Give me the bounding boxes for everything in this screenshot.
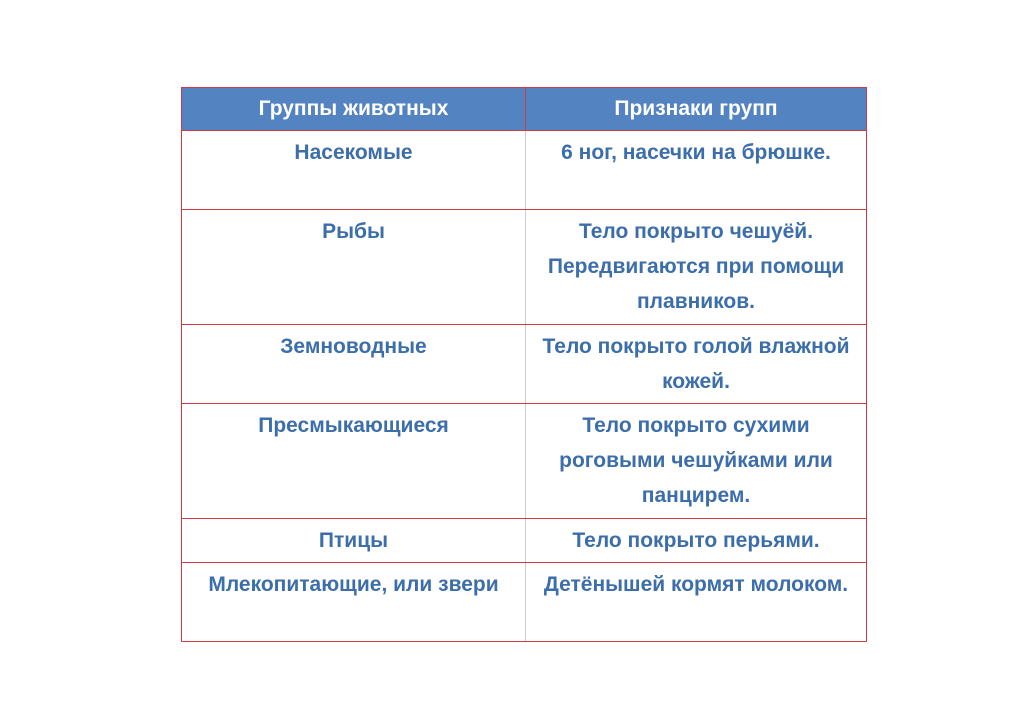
table-row-fish: [182, 210, 867, 325]
header-animal-groups: Группы животных: [182, 88, 526, 131]
table-row-birds: [182, 519, 867, 563]
group-traits-cell: Тело покрыто перьями.: [526, 519, 867, 563]
group-name-cell: Земноводные: [182, 325, 526, 404]
group-traits-cell: Тело покрыто чешуёй. Передвигаются при помощи плавников.: [526, 210, 867, 325]
header-group-traits: Признаки групп: [526, 88, 867, 131]
group-name-cell: Насекомые: [182, 131, 526, 210]
table-row-amphibians: [182, 325, 867, 404]
group-name-cell: Рыбы: [182, 210, 526, 325]
group-name-cell: Птицы: [182, 519, 526, 563]
table-row-insects: [182, 131, 867, 210]
table-row-reptiles: [182, 404, 867, 519]
table-header-row: [182, 88, 867, 131]
group-traits-cell: Тело покрыто сухими роговыми чешуйками или панцирем.: [526, 404, 867, 519]
group-traits-cell: 6 ног, насечки на брюшке.: [526, 131, 867, 210]
animal-groups-table: [181, 87, 867, 642]
table-row-mammals: [182, 563, 867, 642]
group-name-cell: Пресмыкающиеся: [182, 404, 526, 519]
group-traits-cell: Тело покрыто голой влажной кожей.: [526, 325, 867, 404]
group-traits-cell: Детёнышей кормят молоком.: [526, 563, 867, 642]
group-name-cell: Млекопитающие, или звери: [182, 563, 526, 642]
